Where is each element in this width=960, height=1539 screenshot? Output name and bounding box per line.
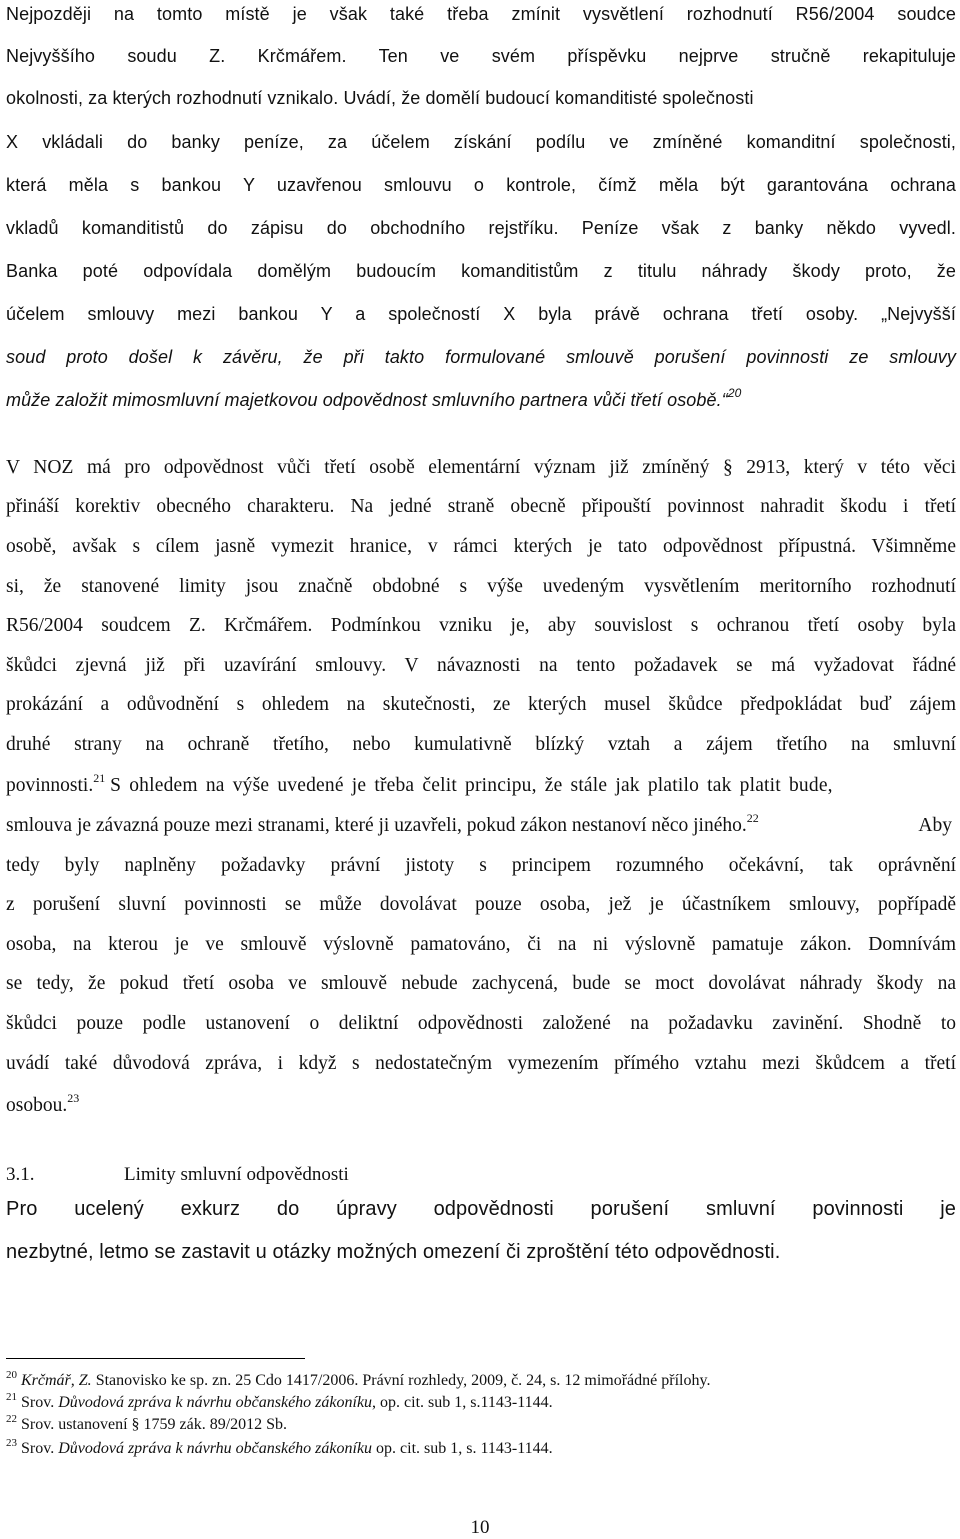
footnote-text: , op. cit. sub 1, s.1143-1144. [372, 1394, 553, 1411]
paragraph-line: si, že stanovené limity jsou značně obdobné s výše uvedeným vysvětlením meritorního rozhodnutí [6, 576, 956, 597]
paragraph-line: z porušení sluvní povinnosti se může dovolávat pouze osoba, jež je účastníkem smlouvy, popřípadě [6, 894, 956, 915]
footnote-22 [6, 1413, 288, 1434]
paragraph-line: osoba, na kterou je ve smlouvě výslovně pamatováno, či na ni výslovně pamatuje zákon. Domnívám [6, 934, 956, 955]
paragraph-line: osobě, avšak s cílem jasně vymezit hranice, v rámci kterých je tato odpovědnost přípustná. Všimněme [6, 536, 956, 557]
paragraph-line: přináší korektiv obecného charakteru. Na jedné straně obecně připouští povinnost nahradit škodu i třetí [6, 496, 956, 517]
footnote-ref[interactable]: 23 [67, 1091, 80, 1105]
footnote-ref[interactable]: 21 [93, 771, 106, 785]
footnote-source: Důvodová zpráva k návrhu občanského zákoníku [58, 1394, 373, 1411]
section-title: Limity smluvní odpovědnosti [124, 1164, 349, 1185]
paragraph-line [6, 771, 956, 798]
paragraph-line: účelem smlouvy mezi bankou Y a společností X byla právě ochrana třetí osoby. „Nejvyšší [6, 304, 956, 324]
paragraph-line: se tedy, že pokud třetí osoba ve smlouvě nebude zachycená, bude se moct dovolávat náhrady škody na [6, 973, 956, 994]
text-segment: okolnosti, za kterých rozhodnutí vznikalo. Uvádí, že domělí budoucí komanditisté společnosti [6, 88, 754, 108]
paragraph-line: uvádí také důvodová zpráva, i když s nedostatečným vymezením přímého vztahu mezi škůdcem a třetí [6, 1053, 956, 1074]
footnote-ref[interactable]: 20 [727, 386, 742, 400]
section-number: 3.1. [6, 1164, 35, 1185]
footnote-number: 20 [6, 1369, 17, 1381]
paragraph-line: Nejvyššího soudu Z. Krčmářem. Ten ve svém příspěvku nejprve stručně rekapituluje [6, 46, 956, 66]
paragraph-line: která měla s bankou Y uzavřenou smlouvu o kontrole, čímž měla být garantována ochrana [6, 175, 956, 195]
footnote-text: Srov. ustanovení § 1759 zák. 89/2012 Sb. [21, 1416, 288, 1433]
footnote-text: Stanovisko ke sp. zn. 25 Cdo 1417/2006. Právní rozhledy, 2009, č. 24, s. 12 mimořádné přílohy. [91, 1372, 711, 1389]
paragraph-line: vkladů komanditistů do zápisu do obchodního rejstříku. Peníze však z banky někdo vyvedl. [6, 218, 956, 238]
footnote-source: Důvodová zpráva k návrhu občanského zákoníku [58, 1440, 373, 1457]
paragraph-line [6, 1091, 956, 1118]
paragraph-line: tedy byly naplněny požadavky právní jistoty s principem rozumného očekávní, tak oprávnění [6, 855, 956, 876]
quote-line [6, 388, 741, 412]
footnote-author: Krčmář, Z. [21, 1372, 92, 1389]
footnote-text: Srov. [21, 1394, 59, 1411]
text-segment: osobou. [6, 1095, 68, 1116]
footnote-ref[interactable]: 22 [746, 811, 759, 825]
footnote-23 [6, 1437, 553, 1458]
footnote-separator [6, 1358, 305, 1359]
paragraph-line: X vkládali do banky peníze, za účelem získání podílu ve zmíněné komanditní společnosti, [6, 132, 956, 152]
footnote-21 [6, 1391, 553, 1412]
footnote-20 [6, 1369, 711, 1390]
paragraph-line: Banka poté odpovídala domělým budoucím komanditistům z titulu náhrady škody proto, že [6, 261, 956, 281]
footnote-text: op. cit. sub 1, s. 1143-1144. [372, 1440, 553, 1457]
paragraph-line: Pro ucelený exkurz do úpravy odpovědnosti porušení smluvní povinnosti je [6, 1198, 956, 1220]
paragraph-line: škůdci zjevná již při uzavírání smlouvy. V návaznosti na tento požadavek se má vyžadovat řádné [6, 655, 956, 676]
paragraph-line: škůdci pouze podle ustanovení o deliktní odpovědnosti založené na požadavku zavinění. Shodně to [6, 1013, 956, 1034]
page-number: 10 [470, 1517, 490, 1538]
footnote-number: 21 [6, 1391, 17, 1403]
paragraph-line: prokázání a odůvodnění s ohledem na skutečnosti, ze kterých musel škůdce předpokládat buď zájem [6, 694, 956, 715]
paragraph-line: druhé strany na ochraně třetího, nebo kumulativně blízký vztah a zájem třetího na smluvní [6, 734, 956, 755]
footnote-number: 23 [6, 1437, 17, 1449]
text-segment: S ohledem na výše uvedené je třeba čelit principu, že stále jak platilo tak platit bude, [110, 775, 833, 796]
paragraph-line [6, 86, 956, 110]
quote-line: soud proto došel k závěru, že při takto formulované smlouvě porušení povinnosti ze smlouvy [6, 347, 956, 367]
paragraph-line [6, 811, 956, 838]
section-heading [6, 1164, 349, 1186]
paragraph-line: R56/2004 soudcem Z. Krčmářem. Podmínkou vzniku je, aby souvislost s ochranou třetí osoby byla [6, 615, 956, 636]
footnote-number: 22 [6, 1413, 17, 1425]
text-segment: povinnosti. [6, 775, 94, 796]
footnote-text: Srov. [21, 1440, 59, 1457]
text-segment: smlouva je závazná pouze mezi stranami, které ji uzavřeli, pokud zákon nestanoví něco jiného. [6, 815, 747, 836]
paragraph-line: V NOZ má pro odpovědnost vůči třetí osobě elementární význam již zmíněný § 2913, který v této věci [6, 457, 956, 478]
text-segment: může založit mimosmluvní majetkovou odpovědnost smluvního partnera vůči třetí osobě.“ [6, 390, 728, 410]
paragraph-line: nezbytné, letmo se zastavit u otázky možných omezení či zproštění této odpovědnosti. [6, 1241, 781, 1263]
paragraph-line: Nejpozději na tomto místě je však také třeba zmínit vysvětlení rozhodnutí R56/2004 soudce [6, 4, 956, 24]
text-segment: Aby [918, 815, 952, 836]
